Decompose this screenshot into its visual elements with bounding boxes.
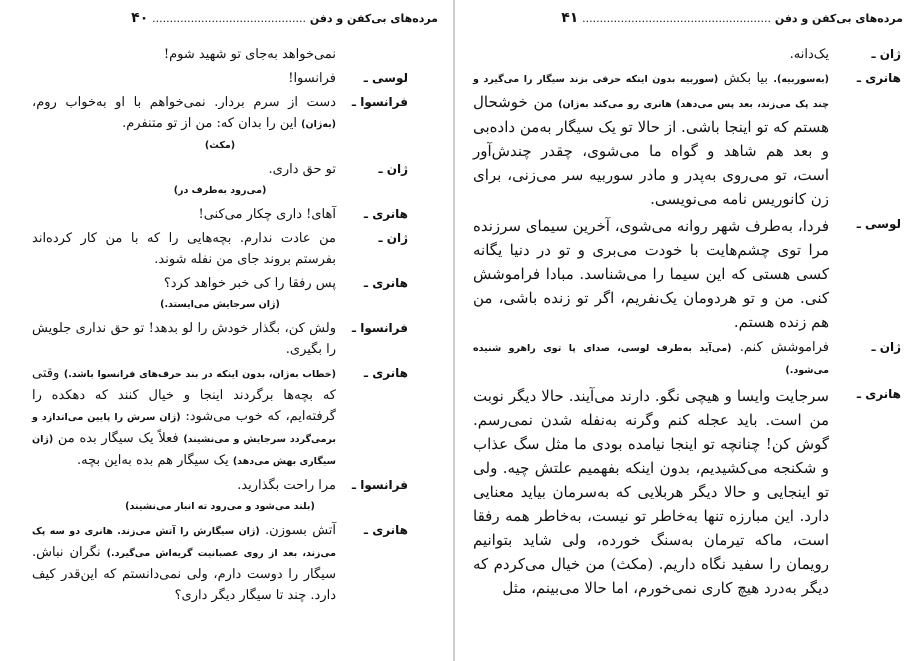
dialogue-row	[32, 318, 408, 360]
stage-direction: (می‌رود به‌طرف در)	[173, 185, 267, 196]
dialogue-text	[473, 384, 829, 600]
stage-direction: (ژان سرجایش می‌ایستد.)	[160, 299, 280, 310]
dialogue-text: فردا، به‌طرف شهر روانه می‌شوی، آخرین سیمای سرزنده مرا توی چشم‌هایت با خودت می‌بری و تو در دنیا یگانه کسی هستی که این سیما را می‌شناسد. مبادا فراموشش کنی. من و تو هردومان یک‌نفریم، اگر تو زنده باشی، من هم زنده هستم.	[473, 217, 829, 331]
dialogue-line: این را بدان که: من از تو متنفرم.	[122, 116, 297, 131]
header-dots: ......................................................	[582, 12, 771, 25]
speaker-label: فرانسوا ـ	[351, 321, 408, 335]
right-page-body	[473, 44, 901, 603]
speaker-label: فرانسوا ـ	[351, 478, 408, 492]
dialogue-text: من عادت ندارم. بچه‌هایی را که با من کار کرده‌اند بفرستم بروند جای من نفله شوند.	[32, 231, 336, 267]
stage-direction: (بلند می‌شود و می‌رود ته انبار می‌نشیند)	[125, 501, 315, 512]
speaker-label: ژان ـ	[378, 162, 408, 176]
stage-direction-inline: (خطاب به‌ژان، بدون اینکه در بند حرف‌های فرانسوا باشد.)	[63, 369, 336, 380]
running-title: مرده‌های بی‌کفن و دفن	[774, 12, 903, 25]
speaker-label: هانری ـ	[363, 207, 408, 221]
stage-direction-inline: (مکث)	[610, 555, 654, 573]
dialogue-line: وقتی که بچه‌ها برگردند اینجا و خیال کنند که دهکده را گرفته‌ایم، که خوب می‌شود:	[32, 366, 336, 424]
stage-direction-inline: (می‌آید به‌طرف لوسی، صدای پا توی راهرو شنیده می‌شود.)	[473, 343, 829, 376]
dialogue-row	[32, 228, 408, 270]
dialogue-text: فرانسوا!	[288, 71, 336, 86]
dialogue-text	[473, 337, 829, 381]
dialogue-line: آتش بسوزن.	[265, 523, 336, 538]
speaker-label: لوسی ـ	[856, 217, 901, 231]
stage-direction: (مکث)	[204, 140, 236, 151]
stage-direction-inline: (ژان سرش را پایین می‌اندازد و برمی‌گردد سرجایش و می‌نشیند)	[32, 412, 336, 445]
dialogue-row	[32, 68, 408, 89]
dialogue-row	[32, 204, 408, 225]
right-page-header	[473, 10, 903, 26]
stage-direction-inline: (ژان سیگارش را آتش می‌زند. هانری دو سه پک می‌زند، بعد از روی عصبانیت گریه‌اش می‌گیرد.)	[32, 526, 337, 559]
speaker-label: ژان ـ	[871, 340, 901, 354]
dialogue-row	[473, 337, 901, 381]
dialogue-line: فعلاً یک سیگار بده من	[57, 431, 179, 446]
speaker-label: لوسی ـ	[363, 71, 408, 85]
dialogue-line: سرجایت وایسا و هیچی نگو. دارند می‌آیند. حالا دیگر نوبت من است. باید عجله کنم وگرنه به‌نفله شدن نمی‌رسم. گوش کن! چنانچه تو اینجا نیامده بودی ما مثل سگ عذاب و شکنجه می‌کشیدیم، بدون اینکه بفهمیم علتش چیه. ولی تو اینجایی و حالا دیگر هربلایی که به‌سرمان بیاید معنایی دارد. این مبارزه تنها به‌خاطر تو نیست، به‌خاطر همه رفقا است، ماکه تیرمان به‌سنگ خورده، ولی شاید بتوانیم رویمان را سفید نگاه داریم.	[473, 387, 829, 573]
dialogue-text	[32, 363, 336, 472]
dialogue-text: نمی‌خواهد به‌جای تو شهید شوم!	[163, 47, 336, 62]
dialogue-row	[473, 44, 901, 65]
speaker-label: هانری ـ	[856, 71, 901, 85]
dialogue-row	[32, 475, 408, 496]
dialogue-text: مرا راحت بگذارید.	[237, 478, 336, 493]
left-page	[0, 0, 453, 661]
stage-direction-inline: (به‌سوربیه).	[773, 74, 830, 85]
dialogue-line: نگران نباش. سیگار را دوست دارم، ولی نمی‌دانستم که این‌قدر کیف دارد. چند تا سیگار دیگر داری؟	[32, 545, 336, 603]
dialogue-text: ولش کن، بگذار خودش را لو بدهد! تو حق نداری جلویش را بگیری.	[32, 321, 336, 357]
dialogue-row	[32, 92, 408, 135]
dialogue-row	[473, 68, 901, 211]
speaker-label: فرانسوا ـ	[351, 95, 408, 109]
dialogue-row	[32, 273, 408, 294]
dialogue-line: فراموشش کنم.	[739, 340, 829, 355]
dialogue-row	[32, 520, 408, 606]
stage-direction-inline: (ژان سیگاری بهش می‌دهد)	[32, 434, 336, 467]
dialogue-text	[473, 68, 829, 211]
speaker-label: ژان ـ	[378, 231, 408, 245]
dialogue-row	[32, 363, 408, 472]
speaker-label: هانری ـ	[363, 366, 408, 380]
dialogue-text: یک‌دانه.	[789, 47, 829, 62]
dialogue-line: دست از سرم بردار. نمی‌خواهم با او به‌خواب روم،	[32, 95, 336, 110]
dialogue-text	[32, 92, 336, 135]
dialogue-row	[32, 44, 408, 65]
dialogue-text: پس رفقا را کی خبر خواهد کرد؟	[163, 276, 336, 291]
dialogue-line: من خوشحال هستم که تو اینجا باشی. از حالا تو یک سیگار به‌من داده‌بی و بعد هم شاهد و گواه ما می‌شوی، چقدر چندش‌آور است، تو می‌روی به‌پدر و مادر سوربیه سر می‌زنی، برای زن کانوریس نامه می‌نویسی.	[473, 93, 829, 208]
running-title: مرده‌های بی‌کفن و دفن	[309, 12, 438, 25]
dialogue-line: من خیال می‌کردم که دیگر به‌درد هیچ کاری نمی‌خورم، اما حالا می‌بینم، مثل	[473, 555, 829, 597]
right-page	[455, 0, 912, 661]
dialogue-line: بیا بکش	[723, 71, 768, 86]
dialogue-text: آهای! داری چکار می‌کنی!	[198, 207, 336, 222]
dialogue-row	[32, 159, 408, 180]
dialogue-text: تو حق داری.	[268, 162, 336, 177]
dialogue-row	[473, 214, 901, 334]
stage-direction-inline: (سوربیه بدون اینکه حرفی بزند سیگار را می‌گیرد و چند پک می‌زند، بعد پس می‌دهد) هانری رو می‌کند به‌ژان)	[473, 74, 829, 110]
speaker-label: ژان ـ	[871, 47, 901, 61]
stage-direction-inline: (به‌ژان)	[301, 119, 336, 130]
left-page-body	[32, 44, 408, 609]
speaker-label: هانری ـ	[363, 276, 408, 290]
dialogue-text	[32, 520, 336, 606]
speaker-label: هانری ـ	[363, 523, 408, 537]
dialogue-line: یک سیگار هم بده به‌این بچه.	[76, 453, 229, 468]
page-number: ۴۰	[131, 10, 149, 26]
page-number: ۴۱	[561, 10, 579, 26]
dialogue-row	[473, 384, 901, 600]
left-page-header	[32, 10, 438, 26]
header-dots: ............................................	[152, 12, 306, 25]
speaker-label: هانری ـ	[856, 387, 901, 401]
